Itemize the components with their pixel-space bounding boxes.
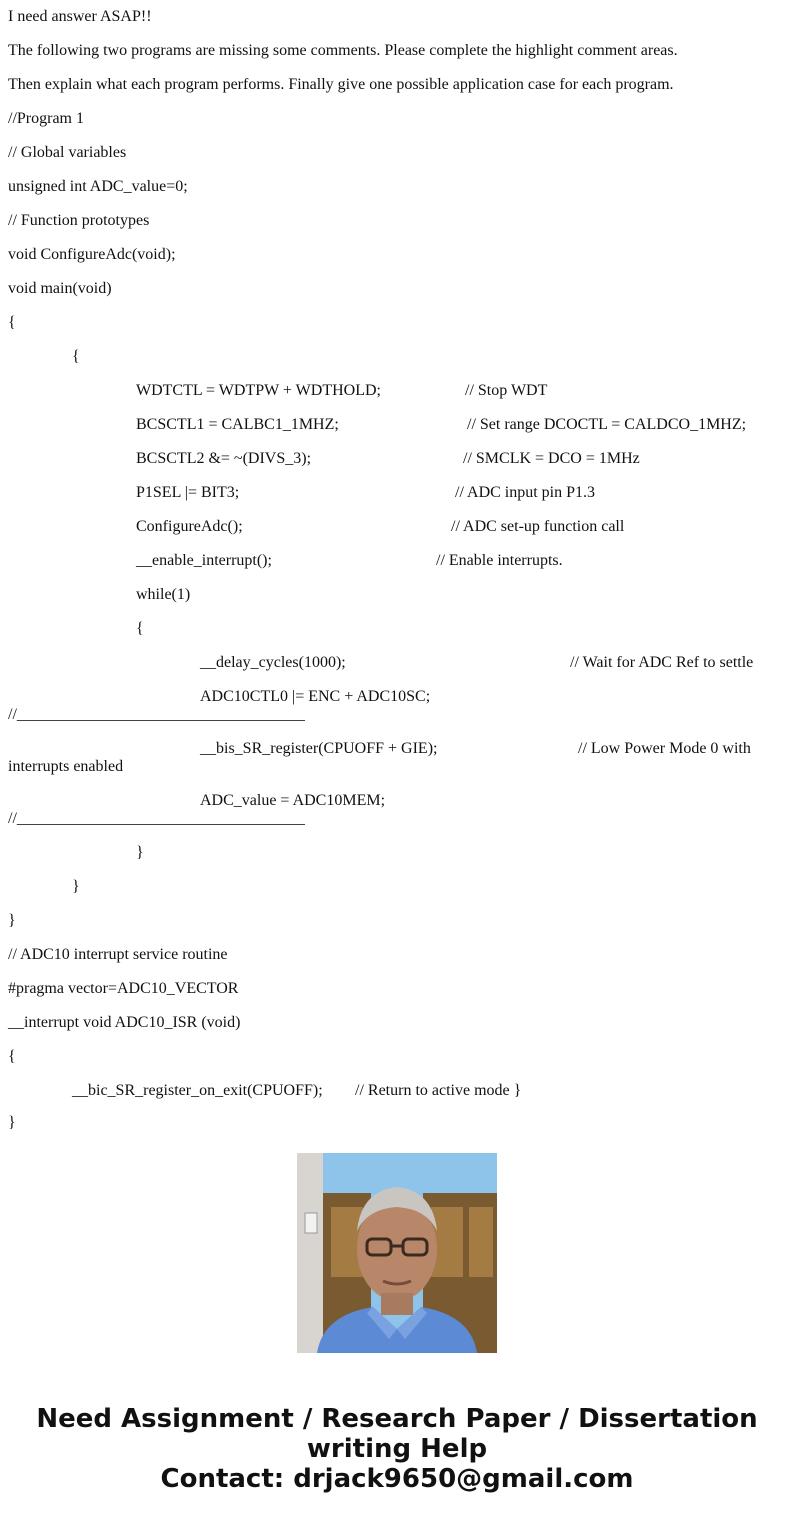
delay-comment: // Wait for ADC Ref to settle	[570, 654, 754, 671]
delay-code: __delay_cycles(1000);	[200, 654, 346, 671]
banner-contact: Contact: drjack9650@gmail.com	[160, 1464, 634, 1494]
configure-adc-prototype: void ConfigureAdc(void);	[8, 246, 176, 263]
question-document	[8, 0, 786, 1131]
portrait-image	[297, 1153, 497, 1353]
bic-code: __bic_SR_register_on_exit(CPUOFF);	[72, 1082, 323, 1099]
missing-comment-1: //____________________________________	[8, 706, 305, 723]
bcsctl2-comment: // SMCLK = DCO = 1MHz	[463, 450, 640, 467]
bcsctl1-comment: // Set range DCOCTL = CALDCO_1MHZ;	[467, 416, 747, 433]
p1sel-code: P1SEL |= BIT3;	[136, 484, 240, 501]
enable-interrupt-comment: // Enable interrupts.	[436, 552, 563, 569]
promo-banner	[0, 1404, 794, 1494]
program-title: //Program 1	[8, 110, 84, 127]
author-avatar	[297, 1153, 497, 1353]
low-power-comment: // Low Power Mode 0 with	[578, 740, 751, 757]
intro-line-2: The following two programs are missing some comments. Please complete the highlight comment areas.	[8, 42, 678, 59]
intro-line-1: I need answer ASAP!!	[8, 8, 152, 25]
inner-open-brace: {	[72, 348, 80, 365]
bcsctl2-code: BCSCTL2 &= ~(DIVS_3);	[136, 450, 312, 467]
isr-close-brace: }	[8, 1114, 16, 1131]
low-power-code: __bis_SR_register(CPUOFF + GIE);	[200, 740, 438, 757]
low-power-comment-wrap: interrupts enabled	[8, 758, 124, 775]
banner-line-1: Need Assignment / Research Paper / Dissertation	[36, 1404, 758, 1434]
wdt-code: WDTCTL = WDTPW + WDTHOLD;	[136, 382, 381, 399]
isr-signature: __interrupt void ADC10_ISR (void)	[8, 1014, 241, 1031]
enable-interrupt-code: __enable_interrupt();	[136, 552, 272, 569]
while-loop: while(1)	[136, 586, 191, 603]
bic-comment: // Return to active mode }	[355, 1082, 522, 1099]
intro-line-3: Then explain what each program performs. Finally give one possible application case for each program.	[8, 76, 674, 93]
configure-adc-comment: // ADC set-up function call	[451, 518, 625, 535]
configure-adc-call: ConfigureAdc();	[136, 518, 243, 535]
while-open-brace: {	[136, 620, 144, 637]
adc-value-declaration: unsigned int ADC_value=0;	[8, 178, 188, 195]
main-close-brace: }	[8, 912, 16, 929]
pragma-line: #pragma vector=ADC10_VECTOR	[8, 980, 239, 997]
banner-line-2: writing Help	[306, 1434, 488, 1464]
isr-comment: // ADC10 interrupt service routine	[8, 946, 228, 963]
adc-start-code: ADC10CTL0 |= ENC + ADC10SC;	[200, 688, 431, 705]
missing-comment-2: //____________________________________	[8, 810, 305, 827]
main-open-brace: {	[8, 314, 16, 331]
prototypes-comment: // Function prototypes	[8, 212, 150, 229]
wdt-comment: // Stop WDT	[465, 382, 548, 399]
globals-comment: // Global variables	[8, 144, 127, 161]
inner-close-brace: }	[72, 878, 80, 895]
while-close-brace: }	[136, 844, 144, 861]
p1sel-comment: // ADC input pin P1.3	[455, 484, 596, 501]
main-signature: void main(void)	[8, 280, 112, 297]
adc-read-code: ADC_value = ADC10MEM;	[200, 792, 386, 809]
bcsctl1-code: BCSCTL1 = CALBC1_1MHZ;	[136, 416, 339, 433]
isr-open-brace: {	[8, 1048, 16, 1065]
